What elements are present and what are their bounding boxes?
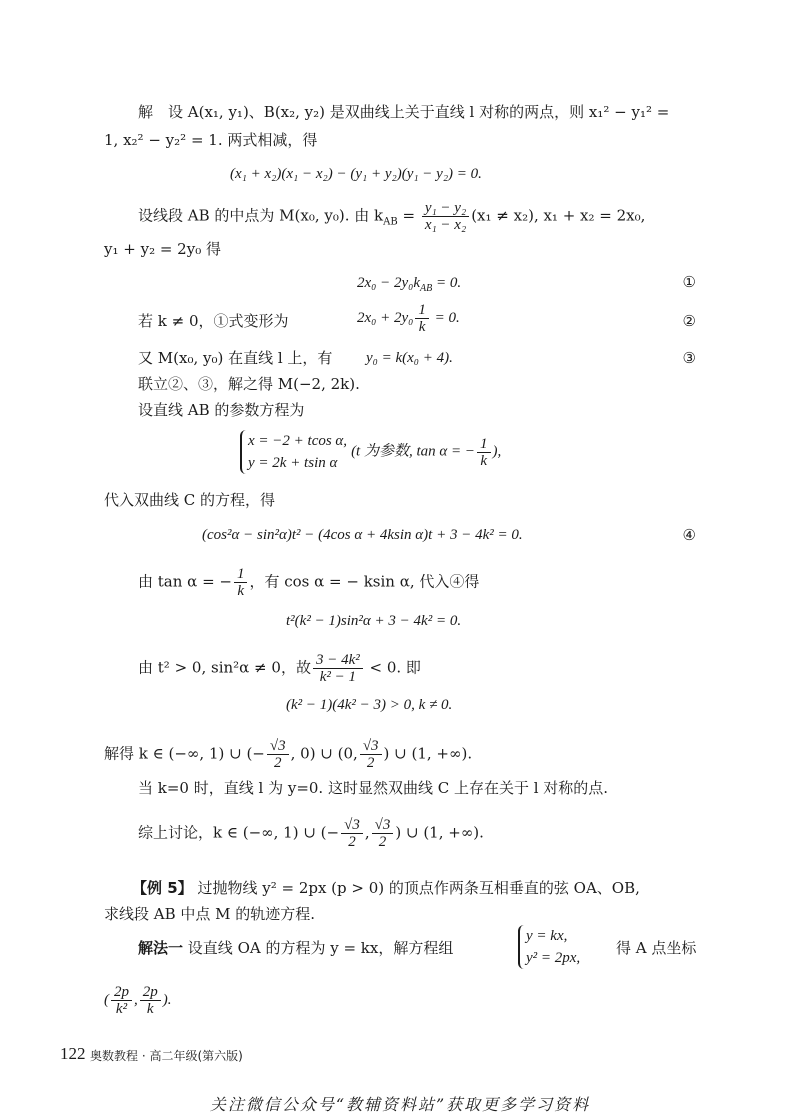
equation: $2x_0 - 2y_0k_{AB} = 0$. — [357, 275, 462, 294]
text-line: 解得 k ∈ (−∞, 1) ∪ (− $\frac{√3}{2}$ , 0) ∪ (0, $\frac{√3}{2}$ ) ∪ (1, +∞). — [104, 738, 473, 771]
page-number: 122 — [60, 1044, 86, 1063]
text-line: 得 A 点坐标 — [616, 939, 697, 957]
fraction: $\frac{\text{3 − 4k²}}{\text{k² − 1}}$ — [313, 652, 363, 685]
equation: 2x₀ + 2y₀ $\frac{1}{k}$ = 0. — [357, 302, 460, 335]
text-line: 综上讨论，k ∈ (−∞, 1) ∪ (− $\frac{√3}{2}$ , $\frac{√3}{2}$ ) ∪ (1, +∞). — [138, 817, 484, 850]
book-title: 奥数教程 · 高二年级(第六版) — [90, 1049, 243, 1063]
fraction: $\frac{√3}{2}$ — [360, 738, 382, 771]
watermark-text: 关注微信公众号“教辅资料站”获取更多学习资料 — [209, 1095, 591, 1114]
example-label: 【例 5】 — [132, 879, 193, 897]
fraction: $\frac{√3}{2}$ — [372, 817, 394, 850]
text-line: 由 t² > 0, sin²α ≠ 0，故 $\frac{\text{3 − 4k²}}{\text{k² − 1}}$ < 0. 即 — [138, 652, 421, 685]
fraction: $\frac{1}{k}$ — [477, 436, 491, 469]
fraction: $\frac{1}{k}$ — [415, 302, 429, 335]
fraction: $\frac{√3}{2}$ — [267, 738, 289, 771]
point-coordinates: ( $\frac{2p}{\text{k²}}$ , $\frac{2p}{k}$ ). — [104, 984, 172, 1017]
text-line: 若 k ≠ 0，①式变形为 — [138, 312, 289, 330]
equation-number: ① — [682, 273, 696, 291]
text-line-1: 解 设 A(x₁, y₁)、B(x₂, y₂) 是双曲线上关于直线 l 对称的两点，则 x₁² − y₁² = — [138, 103, 670, 121]
solution-label: 解法一 — [138, 939, 184, 957]
text-line: 由 tan α = − $\frac{1}{k}$ ，有 cos α = − ksin α, 代入④得 — [138, 566, 480, 599]
parametric-system: x = −2 + tcos α, y = 2k + tsin α (t 为参数, tan α = − $\frac{1}{k}$ ), — [240, 430, 501, 474]
brace-system: y = kx, y² = 2px, — [518, 925, 580, 969]
equation-system — [518, 925, 584, 969]
equation: (cos²α − sin²α)t² − (4cos α + 4ksin α)t + 3 − 4k² = 0. — [202, 527, 523, 543]
text-line: 设线段 AB 的中点为 M(x₀, y₀). 由 $k_{AB}$ = $\frac{\text{y₁ − y₂}}{\text{x₁ − x₂}}$ (x₁ ≠ x₂), x₁ + x₂ = 2x₀, — [138, 200, 646, 233]
text-line: 1, x₂² − y₂² = 1. 两式相减，得 — [104, 131, 318, 149]
brace-system: x = −2 + tcos α, y = 2k + tsin α — [240, 430, 347, 474]
text-line: 求线段 AB 中点 M 的轨迹方程. — [104, 905, 316, 923]
text-line: 当 k=0 时，直线 l 为 y=0. 这时显然双曲线 C 上存在关于 l 对称的点. — [138, 779, 609, 797]
fraction: $\frac{1}{k}$ — [234, 566, 248, 599]
fraction: $\frac{\text{y₁ − y₂}}{\text{x₁ − x₂}}$ — [422, 200, 469, 233]
equation: t²(k² − 1)sin²α + 3 − 4k² = 0. — [286, 613, 462, 629]
equation: y₀ = k(x₀ + 4). — [366, 350, 453, 366]
fraction: $\frac{2p}{\text{k²}}$ — [111, 984, 132, 1017]
solution-heading: 解法一 设直线 OA 的方程为 y = kx，解方程组 — [138, 939, 454, 957]
text-line: 联立②、③，解之得 M(−2, 2k). — [138, 375, 360, 393]
equation-number: ④ — [682, 526, 696, 544]
text-line: y₁ + y₂ = 2y₀ 得 — [104, 240, 221, 258]
equation-number: ③ — [682, 349, 696, 367]
text-line — [138, 101, 669, 123]
equation-number: ② — [682, 312, 696, 330]
example-heading: 【例 5】 过抛物线 y² = 2px (p > 0) 的顶点作两条互相垂直的弦 OA、OB, — [132, 879, 640, 897]
text-line: 设直线 AB 的参数方程为 — [138, 401, 305, 419]
equation: (k² − 1)(4k² − 3) > 0, k ≠ 0. — [286, 697, 453, 713]
fraction: $\frac{2p}{k}$ — [140, 984, 161, 1017]
text-line: 代入双曲线 C 的方程，得 — [104, 491, 276, 509]
text-line: 又 M(x₀, y₀) 在直线 l 上，有 — [138, 349, 333, 367]
fraction: $\frac{√3}{2}$ — [341, 817, 363, 850]
equation: (x₁ + x₂)(x₁ − x₂) − (y₁ + y₂)(y₁ − y₂) = 0. — [230, 166, 482, 182]
